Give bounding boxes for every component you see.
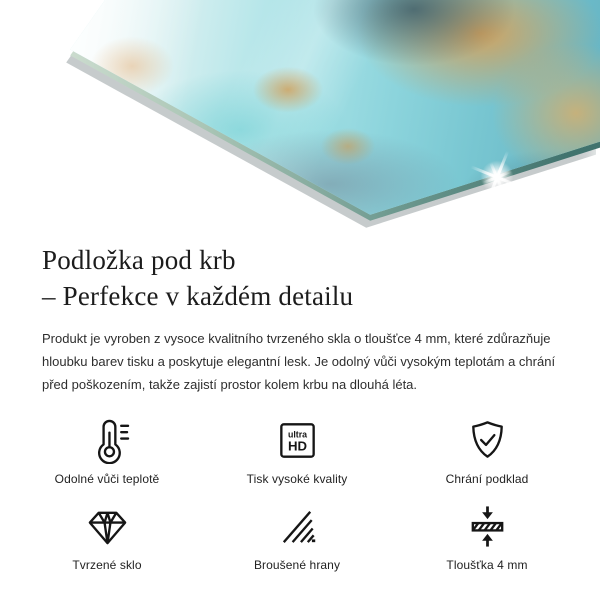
feature-label: Chrání podklad bbox=[445, 472, 529, 486]
page-title bbox=[42, 242, 570, 314]
feature-label: Tvrzené sklo bbox=[72, 558, 142, 572]
product-description: Produkt je vyroben z vysoce kvalitního tvrzeného skla o tloušťce 4 mm, které zdůrazňuje hloubku barev tisku a poskytuje elegantní lesk. Je odolný vůči vysokým teplotám a chrání před poškozením, takže zajistí prostor kolem krbu na dlouhá léta. bbox=[42, 331, 556, 392]
feature-protects-surface bbox=[392, 417, 582, 486]
feature-label: Tisk vysoké kvality bbox=[246, 472, 348, 486]
ultra-hd-icon-text-bottom: HD bbox=[287, 438, 307, 454]
feature-label: Odolné vůči teplotě bbox=[54, 472, 160, 486]
feature-tempered-glass bbox=[12, 503, 202, 572]
feature-label: Tloušťka 4 mm bbox=[446, 558, 528, 572]
shield-check-icon bbox=[464, 417, 511, 464]
polished-edges-icon bbox=[274, 503, 321, 550]
thermometer-icon bbox=[84, 417, 131, 464]
features-grid bbox=[12, 417, 582, 572]
feature-heat-resistant bbox=[12, 417, 202, 486]
feature-print-quality bbox=[202, 417, 392, 486]
product-image bbox=[0, 0, 600, 236]
glass-pane-art bbox=[0, 0, 600, 236]
page-title-line1: Podložka pod krb bbox=[42, 245, 236, 275]
feature-polished-edges bbox=[202, 503, 392, 572]
page-title-line2: – Perfekce v každém detailu bbox=[42, 281, 354, 311]
feature-thickness bbox=[392, 503, 582, 572]
thickness-icon bbox=[464, 503, 511, 550]
ultra-hd-icon bbox=[274, 417, 321, 464]
diamond-icon bbox=[84, 503, 131, 550]
ultra-hd-icon-text-top: ultra bbox=[287, 429, 307, 440]
feature-label: Broušené hrany bbox=[253, 558, 341, 572]
